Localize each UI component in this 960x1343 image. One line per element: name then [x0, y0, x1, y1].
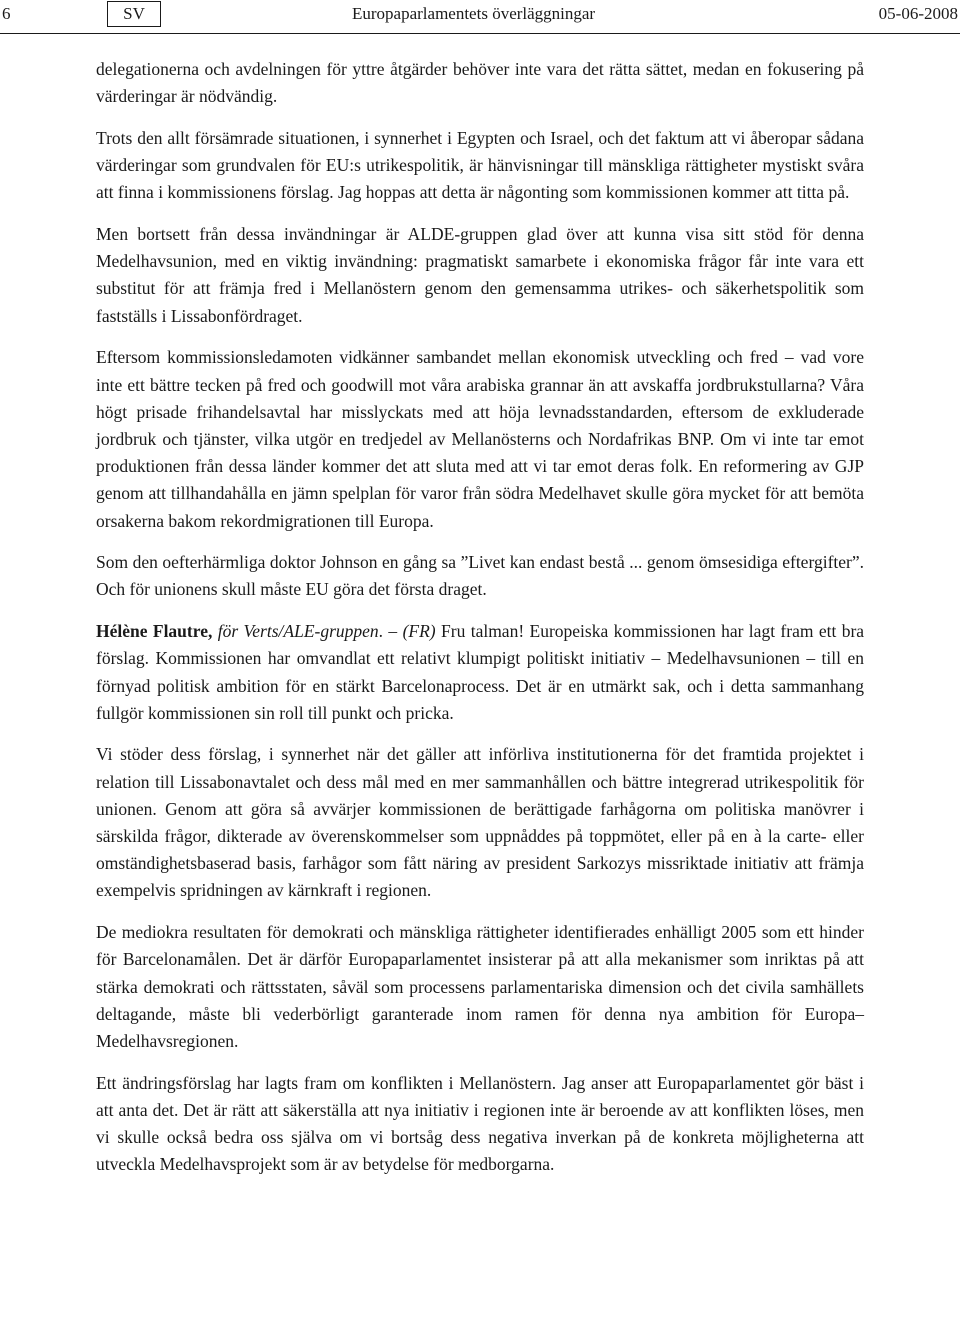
- document-body: [96, 56, 864, 1193]
- paragraph: Trots den allt försämrade situationen, i synnerhet i Egypten och Israel, och det faktum att vi åberopar sådana värderingar som grundvalen för EU:s utrikespolitik, är hänvisningar till mänskliga rättigheter mystiskt svåra att finna i kommissionens förslag. Jag hoppas att detta är någonting som kommissionen kommer att titta på.: [96, 127, 864, 203]
- speech-language: (FR): [402, 621, 436, 642]
- paragraph: delegationerna och avdelningen för yttre åtgärder behöver inte vara det rätta sättet, medan en fokusering på värderingar är nödvändig.: [96, 59, 864, 107]
- paragraph: Vi stöder dess förslag, i synnerhet när det gäller att införliva institutionerna för det framtida projektet i relation till Lissabonavtalet och dess mål med en mer sammanhållen och bättre integrerad utrikespolitik för unionen. Genom att göra så avvärjer kommissionen de berättigade farhågorna om politiska manövrer i särskilda frågor, dikterade av överenskommelser som uppnåddes på toppmötet, eller på en à la carte- eller omständighetsbaserad basis, farhågor som fått näring av president Sarkozys missriktade initiativ att främja exempelvis spridningen av kärnkraft i regionen.: [96, 744, 864, 901]
- document-title: Europaparlamentets överläggningar: [352, 4, 596, 23]
- speech-text: Fru talman! Europeiska kommissionen har lagt fram ett bra förslag. Kommissionen har omvandlat ett relativt klumpigt politiskt initiativ – Medelhavsunionen – till en förnyad politisk ambition för en stärkt Barcelonaprocess. Det är en utmärkt sak, och i detta sammanhang fullgör kommissionen sin roll till punkt och pricka.: [96, 621, 865, 723]
- speaker-group: för Verts/ALE-gruppen: [217, 621, 379, 642]
- paragraph: Men bortsett från dessa invändningar är ALDE-gruppen glad över att kunna visa sitt stöd för denna Medelhavsunion, med en viktig invändning: pragmatiskt samarbete i ekonomiska frågor får inte vara ett substitut för att främja fred i Mellanöstern genom den gemensamma utrikes- och säkerhetspolitik som fastställs i Lissabonfördraget.: [96, 224, 864, 326]
- paragraph: Som den oefterhärmliga doktor Johnson en gång sa ”Livet kan endast bestå ... genom ömsesidiga eftergifter”. Och för unionens skull måste EU göra det första draget.: [96, 552, 864, 600]
- speech-separator: . –: [378, 621, 398, 642]
- page-header: [0, 0, 960, 30]
- header-divider: [0, 33, 960, 34]
- paragraph: Ett ändringsförslag har lagts fram om konflikten i Mellanöstern. Jag anser att Europaparlamentet gör bäst i att anta det. Det är rätt att säkerställa att nya initiativ i regionen inte är beroende av att konflikten löses, men vi skulle också bedra oss själva om vi bortsåg dess negativa inverkan på de konkreta möjligheterna att utveckla Medelhavsprojekt som är av betydelse för medborgarna.: [96, 1072, 864, 1175]
- language-code-box: SV: [107, 1, 161, 27]
- speaker-name: Hélène Flautre,: [96, 621, 213, 642]
- page-number: 6: [2, 4, 11, 23]
- document-date: 05-06-2008: [878, 4, 958, 23]
- paragraph: Eftersom kommissionsledamoten vidkänner sambandet mellan ekonomisk utveckling och fred – vad vore inte ett bättre tecken på fred och goodwill mot våra arabiska grannar än att avskaffa jordbrukstullarna? Våra högt prisade frihandelsavtal har misslyckats med att höja levnadsstandarden, eftersom de exkluderade jordbruk och tjänster, vilka utgör en tredjedel av Mellanösterns och Nordafrikas BNP. Om vi inte tar emot produktionen från dessa länder kommer det att sluta med att vi tar emot deras folk. En reformering av GJP genom att tillhandahålla en jämn spelplan för varor från södra Medelhavet skulle göra mycket för att bemöta orsakerna bakom rekordmigrationen till Europa.: [96, 347, 864, 531]
- speech-paragraph: [96, 618, 864, 727]
- paragraph: De mediokra resultaten för demokrati och mänskliga rättigheter identifierades enhälligt 2005 som ett hinder för Barcelonamålen. Det är därför Europaparlamentet insisterar på att alla mekanismer som inriktas på att stärka demokrati och rättsstaten, såväl som processens parlamentariska dimension och det civila samhällets deltagande, måste bli vederbörligt garanterade inom ramen för denna nya ambition för Europa–Medelhavsregionen.: [96, 922, 864, 1051]
